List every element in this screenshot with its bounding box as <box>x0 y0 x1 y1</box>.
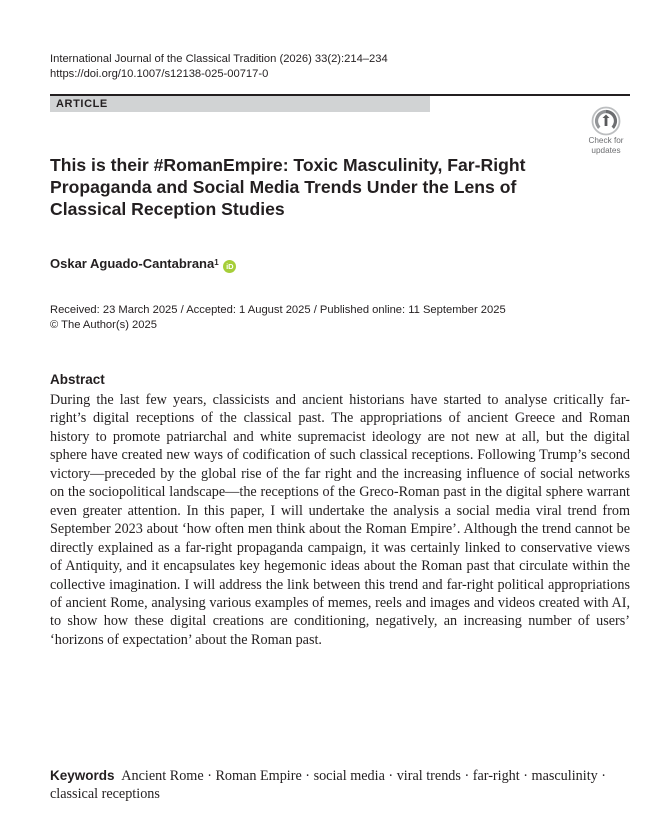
keywords-block <box>50 767 625 804</box>
check-for-updates-badge[interactable] <box>581 106 631 156</box>
journal-citation: International Journal of the Classical Tradition (2026) 33(2):214–234 <box>50 53 388 65</box>
check-for-updates-icon <box>591 106 621 136</box>
abstract-text: During the last few years, classicists and ancient historians have started to analyse critically far-right’s digital receptions of the classical past. The appropriations of ancient Greece and Roman history to promote patriarchal and white supremacist ideology are not new at all, but the digital sphere have created new ways of codification of such classical receptions. Following Trump’s second victory—preceded by the global rise of the far right and the increasing influence of social networks on the sociopolitical landscape—the receptions of the Greco-Roman past in the digital sphere warrant even greater attention. In this paper, I will undertake the analysis a social media viral trend from September 2023 about ‘how often men think about the Roman Empire’. Although the trend cannot be directly explained as a far-right propaganda campaign, it was certainly linked to conservative views of Antiquity, and it encapsulates key hegemonic ideas about the Roman past that circulate within the collective imagination. I will address the link between this trend and far-right political appropriations of ancient Rome, analysing various examples of memes, reels and images and videos created with AI, to show how these digital creations are conditioning, negatively, an increasing number of users’ ‘horizons of expectation’ about the Roman past. <box>50 392 630 648</box>
section-label: ARTICLE <box>56 98 108 110</box>
abstract-heading: Abstract <box>50 372 105 387</box>
copyright-line: © The Author(s) 2025 <box>50 319 157 331</box>
author-line <box>50 256 236 273</box>
publication-dates <box>50 303 506 333</box>
keywords-list: Ancient Rome · Roman Empire · social media · viral trends · far-right · masculinity · classical receptions <box>50 768 606 803</box>
author-name: Oskar Aguado-Cantabrana <box>50 256 215 271</box>
affiliation-mark: 1 <box>214 258 219 267</box>
keywords-label: Keywords <box>50 768 115 783</box>
dates-line: Received: 23 March 2025 / Accepted: 1 August 2025 / Published online: 11 September 2025 <box>50 304 506 316</box>
doi-link[interactable]: https://doi.org/10.1007/s12138-025-00717-0 <box>50 68 269 80</box>
orcid-icon[interactable]: iD <box>223 260 236 273</box>
check-for-updates-line2: updates <box>591 145 621 155</box>
check-for-updates-line1: Check for <box>588 136 624 145</box>
article-title: This is their #RomanEmpire: Toxic Masculinity, Far-Right Propaganda and Social Media Trends Under the Lens of Classical Reception Studies <box>50 155 526 219</box>
